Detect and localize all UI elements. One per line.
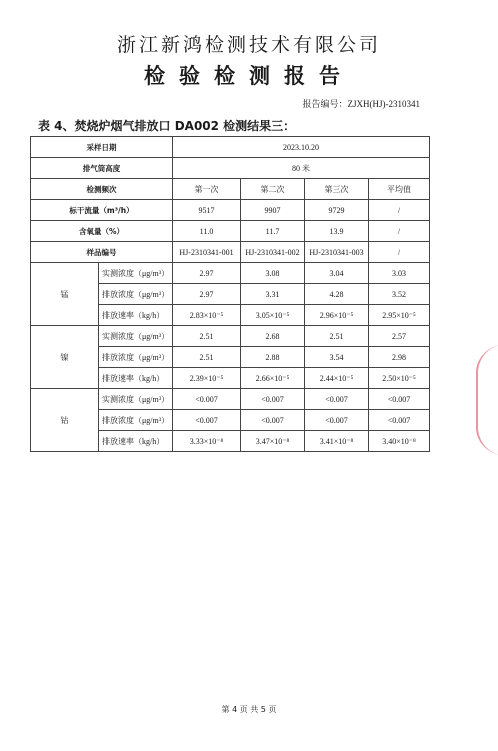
row-sampling-date	[31, 137, 430, 158]
param-label: 实测浓度（μg/m³）	[99, 326, 173, 347]
cell-value: <0.007	[241, 410, 305, 431]
cell-value: <0.007	[369, 410, 430, 431]
seal-stamp-edge	[476, 345, 498, 455]
company-name: 浙江新鸿检测技术有限公司	[116, 34, 381, 56]
cell-value: 3.33×10⁻⁸	[173, 431, 241, 452]
oxygen-label: 含氧量（%）	[31, 221, 173, 242]
sampling-date-label: 采样日期	[31, 137, 173, 158]
metal-name-nickel: 镍	[31, 326, 99, 389]
table-row	[31, 326, 430, 347]
table-row	[31, 389, 430, 410]
param-label: 排放浓度（μg/m³）	[99, 284, 173, 305]
cell-value: 2.95×10⁻⁵	[369, 305, 430, 326]
flow-value-2: 9907	[241, 200, 305, 221]
oxygen-value-1: 11.0	[173, 221, 241, 242]
cell-value: 3.40×10⁻⁸	[369, 431, 430, 452]
table-title: 表 4、焚烧炉烟气排放口 DA002 检测结果三：	[38, 119, 296, 133]
cell-value: <0.007	[305, 389, 369, 410]
frequency-col-2: 第二次	[241, 179, 305, 200]
cell-value: 3.08	[241, 263, 305, 284]
metal-name-manganese: 锰	[31, 263, 99, 326]
cell-value: 2.39×10⁻⁵	[173, 368, 241, 389]
cell-value: 3.54	[305, 347, 369, 368]
row-oxygen	[31, 221, 430, 242]
cell-value: 2.83×10⁻⁵	[173, 305, 241, 326]
oxygen-value-2: 11.7	[241, 221, 305, 242]
cell-value: 2.88	[241, 347, 305, 368]
metal-name-cobalt: 钴	[31, 389, 99, 452]
sample-no-label: 样品编号	[31, 242, 173, 263]
frequency-col-avg: 平均值	[369, 179, 430, 200]
cell-value: 2.98	[369, 347, 430, 368]
flow-value-avg: /	[369, 200, 430, 221]
param-label: 排放速率（kg/h）	[99, 305, 173, 326]
oxygen-value-avg: /	[369, 221, 430, 242]
row-stack-height	[31, 158, 430, 179]
sample-no-2: HJ-2310341-002	[241, 242, 305, 263]
report-title: 检验检测报告	[144, 64, 354, 88]
frequency-col-1: 第一次	[173, 179, 241, 200]
param-label: 排放浓度（μg/m³）	[99, 347, 173, 368]
cell-value: 3.05×10⁻⁵	[241, 305, 305, 326]
cell-value: 2.57	[369, 326, 430, 347]
stack-height-label: 排气筒高度	[31, 158, 173, 179]
sample-no-avg: /	[369, 242, 430, 263]
param-label: 实测浓度（μg/m³）	[99, 389, 173, 410]
report-number: 报告编号：ZJXH(HJ)-2310341	[302, 99, 420, 109]
cell-value: <0.007	[241, 389, 305, 410]
sample-no-3: HJ-2310341-003	[305, 242, 369, 263]
param-label: 排放速率（kg/h）	[99, 431, 173, 452]
cell-value: 2.51	[305, 326, 369, 347]
param-label: 排放速率（kg/h）	[99, 368, 173, 389]
cell-value: 3.52	[369, 284, 430, 305]
cell-value: 3.31	[241, 284, 305, 305]
row-sample-no	[31, 242, 430, 263]
cell-value: <0.007	[173, 410, 241, 431]
table-row	[31, 263, 430, 284]
cell-value: 3.03	[369, 263, 430, 284]
cell-value: 3.47×10⁻⁸	[241, 431, 305, 452]
cell-value: 2.66×10⁻⁵	[241, 368, 305, 389]
cell-value: 3.04	[305, 263, 369, 284]
flow-value-1: 9517	[173, 200, 241, 221]
cell-value: <0.007	[369, 389, 430, 410]
cell-value: 3.41×10⁻⁸	[305, 431, 369, 452]
cell-value: 2.50×10⁻⁵	[369, 368, 430, 389]
param-label: 实测浓度（μg/m³）	[99, 263, 173, 284]
row-flow	[31, 200, 430, 221]
frequency-col-3: 第三次	[305, 179, 369, 200]
cell-value: <0.007	[305, 410, 369, 431]
cell-value: 4.28	[305, 284, 369, 305]
cell-value: 2.51	[173, 347, 241, 368]
stack-height-value: 80 米	[173, 158, 430, 179]
flow-value-3: 9729	[305, 200, 369, 221]
cell-value: 2.97	[173, 263, 241, 284]
cell-value: 2.44×10⁻⁵	[305, 368, 369, 389]
cell-value: 2.51	[173, 326, 241, 347]
cell-value: 2.96×10⁻⁵	[305, 305, 369, 326]
cell-value: <0.007	[173, 389, 241, 410]
sampling-date-value: 2023.10.20	[173, 137, 430, 158]
sample-no-1: HJ-2310341-001	[173, 242, 241, 263]
frequency-label: 检测频次	[31, 179, 173, 200]
oxygen-value-3: 13.9	[305, 221, 369, 242]
results-table	[30, 136, 430, 452]
page-number: 第 4 页 共 5 页	[221, 705, 277, 714]
cell-value: 2.97	[173, 284, 241, 305]
param-label: 排放浓度（μg/m³）	[99, 410, 173, 431]
cell-value: 2.68	[241, 326, 305, 347]
flow-label: 标干流量（m³/h）	[31, 200, 173, 221]
row-frequency	[31, 179, 430, 200]
